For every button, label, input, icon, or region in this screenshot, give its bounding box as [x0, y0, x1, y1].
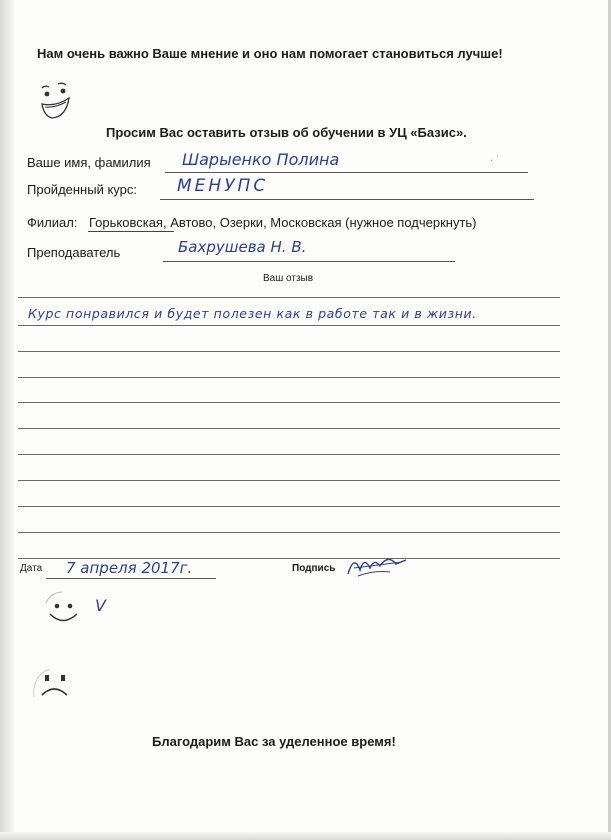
review-line-9	[18, 506, 560, 507]
course-label: Пройденный курс:	[27, 182, 137, 197]
teacher-line	[163, 261, 455, 262]
review-line-1	[18, 297, 560, 298]
review-line-3	[18, 351, 560, 352]
teacher-value: Бахрушева Н. В.	[178, 238, 307, 256]
scan-speck: · ˙	[490, 155, 500, 166]
laughing-face-icon	[36, 74, 76, 126]
teacher-label: Преподаватель	[27, 245, 121, 260]
name-label: Ваше имя, фамилия	[27, 155, 151, 170]
review-line-7	[18, 454, 560, 455]
review-line-8	[18, 480, 560, 481]
name-line	[165, 172, 528, 173]
review-text: Курс понравился и будет полезен как в работе так и в жизни.	[28, 306, 477, 321]
branch-options: Горьковская, Автово, Озерки, Московская (нужное подчеркнуть)	[89, 215, 477, 230]
branch-label: Филиал:	[27, 215, 78, 230]
course-value: МЕНУПС	[177, 176, 269, 196]
review-line-6	[18, 428, 560, 429]
date-label: Дата	[20, 563, 43, 574]
name-value: Шарыенко Полина	[182, 150, 340, 169]
review-label: Ваш отзыв	[263, 273, 314, 284]
scan-edge-bottom	[0, 832, 611, 840]
review-line-2	[18, 325, 560, 326]
signature-scribble	[344, 550, 410, 582]
smile-face-icon	[42, 589, 86, 633]
form-request: Просим Вас оставить отзыв об обучении в УЦ «Базис».	[106, 125, 467, 140]
thanks-text: Благодарим Вас за уделенное время!	[152, 734, 396, 749]
sad-face-icon	[30, 663, 84, 709]
course-line	[160, 199, 534, 200]
date-value: 7 апреля 2017г.	[66, 559, 193, 577]
date-line	[46, 578, 216, 579]
review-line-10	[18, 532, 560, 533]
review-line-4	[18, 377, 560, 378]
selected-check-mark: V	[95, 596, 106, 615]
form-title: Нам очень важно Ваше мнение и оно нам помогает становиться лучше!	[37, 46, 503, 61]
review-line-5	[18, 402, 560, 403]
scan-edge-left	[0, 0, 14, 840]
branch-underline-mark	[88, 231, 174, 232]
signature-label: Подпись	[292, 563, 336, 574]
